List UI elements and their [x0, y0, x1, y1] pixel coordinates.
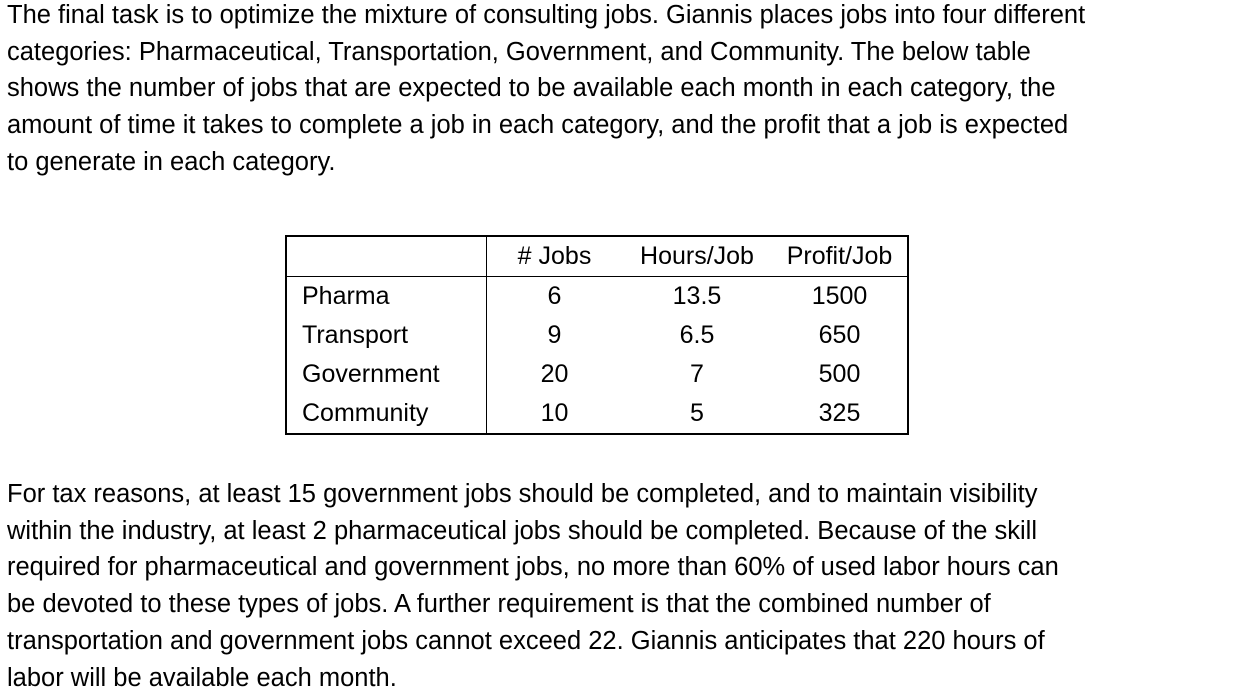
constraint-line: within the industry, at least 2 pharmaceutical jobs should be completed. Because of the skill [7, 516, 1038, 545]
constraint-line: transportation and government jobs cannot exceed 22. Giannis anticipates that 220 hours of [7, 626, 1045, 655]
constraint-line: labor will be available each month. [7, 663, 397, 692]
table-row [286, 355, 908, 394]
table-header-row [286, 236, 908, 277]
intro-paragraph [7, 0, 1232, 181]
header-jobs: # Jobs [517, 242, 592, 270]
cell-hours: 6.5 [679, 321, 715, 349]
constraint-line: required for pharmaceutical and government jobs, no more than 60% of used labor hours can [7, 553, 1059, 582]
cell-hours: 5 [690, 399, 704, 427]
header-profit-per-job: Profit/Job [786, 242, 893, 270]
cell-profit: 650 [818, 321, 861, 349]
header-hours-per-job: Hours/Job [640, 242, 754, 270]
cell-profit: 1500 [811, 282, 868, 310]
table-row [286, 277, 908, 317]
jobs-table [285, 235, 909, 435]
cell-jobs: 10 [540, 399, 569, 427]
constraint-line: For tax reasons, at least 15 government jobs should be completed, and to maintain visibility [7, 480, 1038, 508]
cell-jobs: 6 [547, 282, 562, 310]
cell-category: Transport [286, 316, 487, 355]
cell-category: Pharma [286, 277, 487, 317]
header-category [286, 236, 487, 277]
table-row [286, 316, 908, 355]
cell-jobs: 9 [547, 321, 562, 349]
cell-profit: 500 [818, 360, 861, 388]
intro-line: The final task is to optimize the mixture of consulting jobs. Giannis places jobs into four different [7, 1, 1086, 29]
intro-line: to generate in each category. [7, 147, 336, 176]
cell-category: Community [286, 394, 487, 434]
constraints-paragraph [7, 476, 1232, 696]
cell-hours: 7 [690, 360, 704, 388]
cell-profit: 325 [818, 399, 861, 427]
intro-line: shows the number of jobs that are expected to be available each month in each category, the [7, 74, 1056, 103]
table-row [286, 394, 908, 434]
cell-category: Government [286, 355, 487, 394]
constraint-line: be devoted to these types of jobs. A further requirement is that the combined number of [7, 590, 991, 619]
cell-hours: 13.5 [672, 282, 722, 310]
cell-jobs: 20 [540, 360, 569, 388]
intro-line: categories: Pharmaceutical, Transportation, Government, and Community. The below table [7, 37, 1031, 66]
intro-line: amount of time it takes to complete a job in each category, and the profit that a job is expected [7, 111, 1069, 140]
